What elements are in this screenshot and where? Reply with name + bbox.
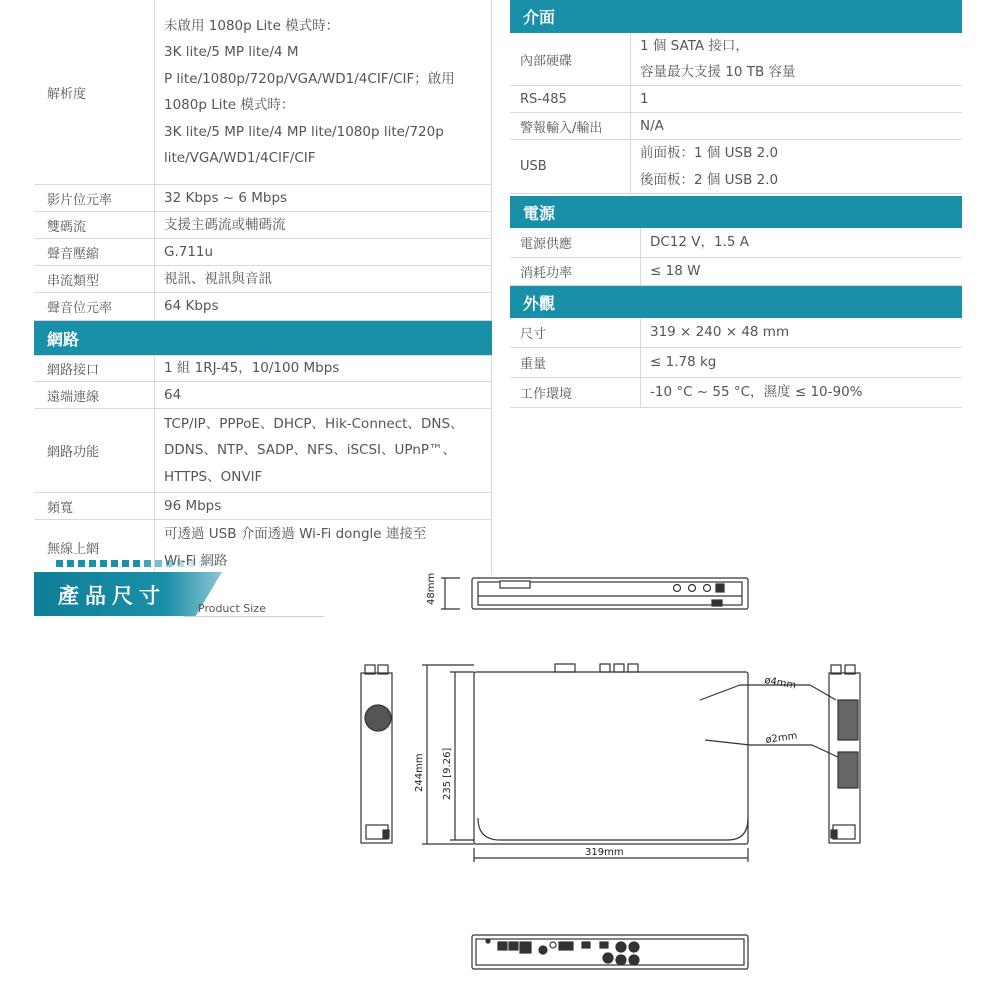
- table-row: [510, 318, 962, 348]
- banner-underline: [184, 616, 324, 617]
- spec-line: 可透過 USB 介面透過 Wi-Fi dongle 連接至: [164, 526, 427, 542]
- spec-key: 工作環境: [510, 378, 641, 407]
- spec-line: G.711u: [164, 243, 214, 260]
- table-row: [510, 378, 962, 408]
- table-row: [510, 228, 962, 258]
- table-row: [34, 266, 492, 293]
- spec-line: 96 Mbps: [164, 497, 222, 514]
- spec-line: 32 Kbps ~ 6 Mbps: [164, 189, 288, 206]
- spec-key: 警報輸入/輸出: [510, 113, 631, 139]
- table-row: [510, 348, 962, 378]
- spec-table-right: [510, 0, 962, 408]
- spec-value: [641, 228, 962, 257]
- spec-key: 聲音壓縮: [34, 239, 155, 265]
- spec-value: [155, 356, 492, 381]
- table-row: [34, 0, 492, 185]
- spec-key: 電源供應: [510, 228, 641, 257]
- spec-line: 3K lite/5 MP lite/4 MP lite/1080p lite/720p: [164, 123, 444, 140]
- spec-line: 3K lite/5 MP lite/4 M: [164, 44, 299, 60]
- table-row: [510, 33, 962, 86]
- table-row: [34, 409, 492, 493]
- spec-value: [631, 86, 962, 112]
- left-side-view: [361, 665, 392, 843]
- table-row: [34, 293, 492, 321]
- rear-view: [472, 935, 748, 969]
- spec-line: ≤ 18 W: [650, 263, 701, 280]
- spec-line: 前面板：1 個 USB 2.0: [640, 145, 779, 161]
- table-row: [510, 86, 962, 113]
- spec-line: 1 個 SATA 接口，: [640, 37, 749, 54]
- spec-line: 1: [640, 90, 649, 107]
- spec-line: lite/VGA/WD1/4CIF/CIF: [164, 150, 316, 166]
- hole1-label: ø4mm: [763, 675, 797, 692]
- spec-line: DC12 V，1.5 A: [650, 234, 750, 251]
- spec-value: [155, 382, 492, 408]
- spec-key: 網路功能: [34, 409, 155, 492]
- spec-key: 尺寸: [510, 318, 641, 347]
- section-header-appearance: 外觀: [510, 286, 962, 318]
- section-header-interface: 介面: [510, 0, 962, 33]
- front-view: [441, 578, 748, 609]
- spec-value: [631, 33, 962, 85]
- spec-line: Wi-Fi 網路: [164, 552, 228, 569]
- spec-line: 64 Kbps: [164, 298, 219, 315]
- spec-line: ≤ 1.78 kg: [650, 354, 717, 371]
- spec-value: [155, 409, 492, 492]
- spec-line: 未啟用 1080p Lite 模式時：: [164, 17, 340, 34]
- spec-line: 64: [164, 386, 182, 403]
- hole2-label: ø2mm: [764, 730, 799, 746]
- spec-value: [641, 378, 962, 407]
- table-row: [34, 355, 492, 382]
- spec-key: 影片位元率: [34, 185, 155, 211]
- right-side-view: [829, 665, 860, 843]
- spec-key: 內部硬碟: [510, 33, 631, 85]
- spec-key: 重量: [510, 348, 641, 377]
- spec-value: [641, 318, 962, 347]
- table-row: [34, 382, 492, 409]
- spec-line: 支援主碼流或輔碼流: [164, 216, 286, 233]
- spec-value: [155, 293, 492, 320]
- spec-key: 頻寬: [34, 493, 155, 519]
- table-row: [510, 113, 962, 140]
- spec-line: 後面板：2 個 USB 2.0: [640, 171, 779, 188]
- spec-line: P lite/1080p/720p/VGA/WD1/4CIF/CIF；啟用: [164, 70, 455, 87]
- spec-line: DDNS、NTP、SADP、NFS、iSCSI、UPnP™、: [164, 442, 457, 459]
- decorative-dots: [56, 560, 217, 567]
- spec-key: 聲音位元率: [34, 293, 155, 320]
- spec-key: RS-485: [510, 86, 631, 112]
- spec-line: 視訊、視訊與音訊: [164, 270, 272, 287]
- spec-line: -10 °C ~ 55 °C，濕度 ≤ 10-90%: [650, 384, 863, 401]
- width-label: 319mm: [585, 847, 624, 858]
- spec-key: 遠端連線: [34, 382, 155, 408]
- spec-value: [631, 113, 962, 139]
- table-row: [34, 212, 492, 239]
- spec-line: HTTPS、ONVIF: [164, 468, 263, 485]
- top-view: [422, 664, 840, 862]
- spec-line: N/A: [640, 117, 664, 134]
- spec-value: [155, 239, 492, 265]
- spec-key: 解析度: [34, 0, 155, 184]
- height-label: 48mm: [426, 572, 437, 605]
- spec-key: 串流類型: [34, 266, 155, 292]
- spec-line: 容量最大支援 10 TB 容量: [640, 64, 796, 80]
- spec-key: 消耗功率: [510, 258, 641, 285]
- spec-table-left: [34, 0, 492, 575]
- spec-value: [641, 258, 962, 285]
- spec-value: [155, 212, 492, 238]
- product-size-banner: [34, 560, 324, 618]
- spec-line: 319 × 240 × 48 mm: [650, 324, 790, 341]
- spec-value: [155, 185, 492, 211]
- table-row: [34, 493, 492, 520]
- spec-value: [155, 0, 492, 184]
- spec-value: [641, 348, 962, 377]
- spec-line: 1080p Lite 模式時：: [164, 97, 295, 113]
- table-row: [510, 258, 962, 286]
- spec-value: [155, 493, 492, 519]
- spec-key: 雙碼流: [34, 212, 155, 238]
- banner-title: 產品尺寸: [58, 584, 166, 608]
- spec-key: 網路接口: [34, 356, 155, 381]
- depth-label: 244mm: [414, 753, 425, 792]
- depth-inner-label: 235 [9.26]: [442, 747, 453, 800]
- section-header-network: 網路: [34, 321, 492, 355]
- table-row: [34, 239, 492, 266]
- spec-value: [631, 140, 962, 193]
- spec-key: 無線上網: [34, 520, 155, 575]
- section-header-power: 電源: [510, 196, 962, 228]
- spec-line: 1 組 1RJ-45，10/100 Mbps: [164, 360, 340, 377]
- spec-line: TCP/IP、PPPoE、DHCP、Hik-Connect、DNS、: [164, 415, 464, 432]
- spec-key: USB: [510, 140, 631, 193]
- table-row: [510, 140, 962, 194]
- spec-value: [155, 266, 492, 292]
- table-row: [34, 185, 492, 212]
- banner-subtitle: Product Size: [198, 602, 266, 615]
